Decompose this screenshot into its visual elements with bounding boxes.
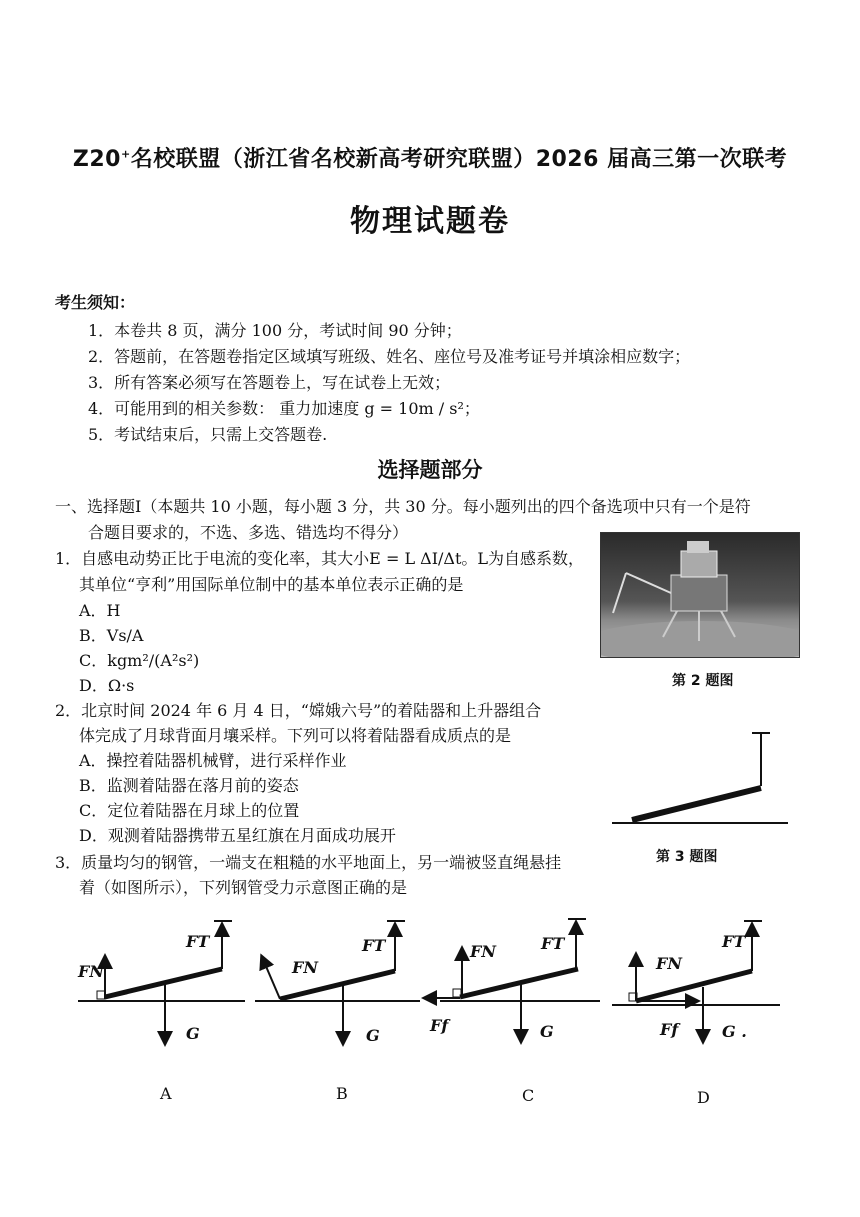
q3-figure-caption: 第 3 题图 (656, 849, 718, 865)
q2-option-d: D．观测着陆器携带五星红旗在月面成功展开 (79, 826, 396, 845)
diagram-b-letter: B (336, 1084, 348, 1103)
title-rest: 名校联盟（浙江省名校新高考研究联盟）2026 届高三第一次联考 (130, 147, 788, 172)
lander-photo (600, 532, 800, 658)
diagram-b-label-ft: FT (362, 936, 386, 955)
q2-option-c: C．定位着陆器在月球上的位置 (79, 801, 300, 820)
diagram-c (425, 919, 600, 1041)
part1-line2: 合题目要求的，不选、多选、错选均不得分） (88, 523, 409, 542)
diagram-c-label-ft: FT (541, 934, 565, 953)
diagram-d (612, 921, 780, 1041)
diagram-a-label-fn: FN (78, 962, 104, 981)
q2-option-b: B．监测着陆器在落月前的姿态 (79, 776, 299, 795)
part1-line1: 一、选择题Ⅰ（本题共 10 小题，每小题 3 分，共 30 分。每小题列出的四个备选项中只有一个是符 (55, 497, 751, 516)
notice-item: 4．可能用到的相关参数： 重力加速度 g = 10m / s²； (88, 399, 480, 418)
q1-option-b: B．Vs/A (79, 626, 144, 645)
q1-option-c: C．kgm²/(A²s²) (79, 651, 200, 670)
q2-option-a: A．操控着陆器机械臂，进行采样作业 (79, 751, 347, 770)
paper-subtitle: 物理试题卷 (350, 204, 510, 239)
q3-stem-line2: 着（如图所示），下列钢管受力示意图正确的是 (79, 878, 408, 897)
q1-stem-line1: 1．自感电动势正比于电流的变化率，其大小E = L ΔI/Δt。L为自感系数， (55, 549, 585, 568)
notice-item: 5．考试结束后，只需上交答题卷. (88, 425, 328, 444)
notice-item: 2．答题前，在答题卷指定区域填写班级、姓名、座位号及准考证号并填涂相应数字； (88, 347, 691, 366)
diagram-c-label-fn: FN (470, 942, 496, 961)
q1-option-a: A．H (79, 601, 121, 620)
lander-image (601, 533, 799, 657)
diagram-d-label-ff: Ff (660, 1020, 679, 1039)
diagram-a-label-ft: FT (186, 932, 210, 951)
q3-stem-line1: 3．质量均匀的钢管，一端支在粗糙的水平地面上，另一端被竖直绳悬挂 (55, 853, 562, 872)
q2-stem-line2: 体完成了月球背面月壤采样。下列可以将着陆器看成质点的是 (79, 726, 512, 745)
diagram-b (255, 921, 420, 1043)
q2-stem-line1: 2．北京时间 2024 年 6 月 4 日，“嫦娥六号”的着陆器和上升器组合 (55, 701, 542, 720)
section-title: 选择题部分 (377, 458, 483, 482)
diagram-a (78, 921, 245, 1043)
q1-option-d: D．Ω·s (79, 676, 135, 695)
diagram-a-letter: A (160, 1084, 172, 1103)
notice-item: 3．所有答案必须写在答题卷上，写在试卷上无效； (88, 373, 451, 392)
diagram-b-label-fn: FN (292, 958, 318, 977)
title-sup: + (120, 147, 131, 161)
q2-figure-caption: 第 2 题图 (672, 673, 734, 689)
diagram-c-letter: C (522, 1086, 535, 1105)
diagram-d-label-fn: FN (656, 954, 682, 973)
diagram-c-label-ff: Ff (430, 1016, 449, 1035)
exam-header (0, 142, 860, 173)
title-prefix: Z20 (72, 147, 121, 172)
diagram-d-letter: D (697, 1088, 710, 1107)
notice-item: 1．本卷共 8 页，满分 100 分，考试时间 90 分钟； (88, 321, 462, 340)
diagram-a-label-g: G (186, 1024, 200, 1043)
diagram-b-label-g: G (366, 1026, 380, 1045)
diagram-d-label-g: G . (722, 1022, 747, 1041)
diagram-d-label-ft: FT (722, 932, 746, 951)
q1-stem-line2: 其单位“亨利”用国际单位制中的基本单位表示正确的是 (79, 575, 464, 594)
notice-heading: 考生须知： (55, 293, 136, 312)
diagram-c-label-g: G (540, 1022, 554, 1041)
q3-figure (610, 728, 790, 828)
